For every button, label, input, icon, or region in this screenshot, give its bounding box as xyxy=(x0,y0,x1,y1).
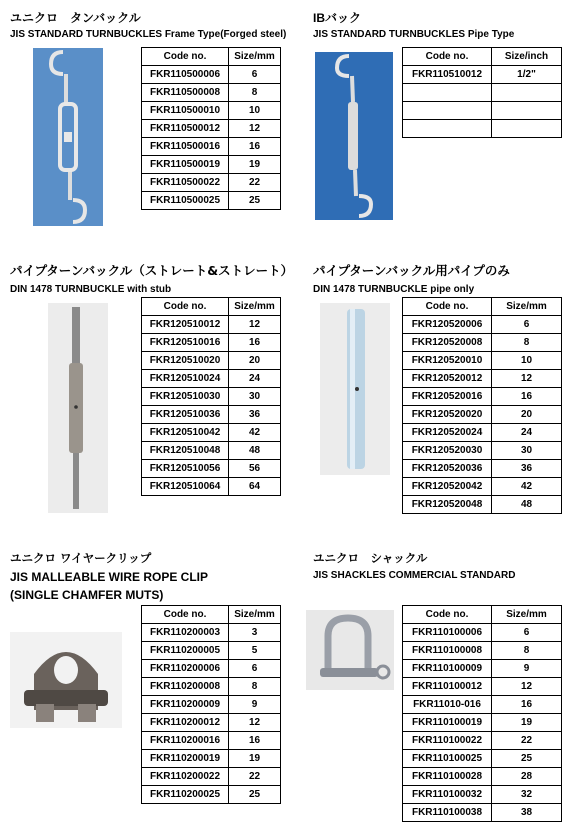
wire-rope-clip-image xyxy=(10,632,122,728)
table-row xyxy=(403,442,562,460)
table-row xyxy=(142,714,281,732)
table-header-row xyxy=(142,298,281,316)
size-cell: 9 xyxy=(492,660,562,678)
table-row xyxy=(142,696,281,714)
table-row xyxy=(142,138,281,156)
size-cell: 10 xyxy=(492,352,562,370)
size-cell: 42 xyxy=(229,424,281,442)
table-row xyxy=(403,804,562,822)
size-cell: 6 xyxy=(492,316,562,334)
code-no-cell: FKR110100019 xyxy=(403,714,492,732)
code-no-cell: FKR120520036 xyxy=(403,460,492,478)
size-cell: 25 xyxy=(492,750,562,768)
table-row xyxy=(142,478,281,496)
code-no-cell: FKR120510056 xyxy=(142,460,229,478)
table-row xyxy=(403,768,562,786)
shackle-table xyxy=(402,605,562,822)
code-no-cell: FKR110100025 xyxy=(403,750,492,768)
code-no-cell: FKR120520048 xyxy=(403,496,492,514)
table-header-row xyxy=(142,48,281,66)
size-cell: 64 xyxy=(229,478,281,496)
table-row xyxy=(403,642,562,660)
table-row xyxy=(403,496,562,514)
code-no-cell: FKR110200005 xyxy=(142,642,229,660)
size-header: Size/mm xyxy=(492,606,562,624)
size-header: Size/mm xyxy=(492,298,562,316)
size-cell: 24 xyxy=(229,370,281,388)
size-header: Size/inch xyxy=(492,48,562,66)
size-cell: 25 xyxy=(229,192,281,210)
size-cell: 12 xyxy=(229,316,281,334)
size-cell: 6 xyxy=(492,624,562,642)
size-cell: 48 xyxy=(229,442,281,460)
code-no-header: Code no. xyxy=(142,606,229,624)
table-row xyxy=(142,460,281,478)
table-row xyxy=(403,120,562,138)
table-row xyxy=(142,334,281,352)
section-title-pipe-only: パイプターンバックル用パイプのみ xyxy=(313,263,510,278)
size-cell: 6 xyxy=(229,660,281,678)
table-row xyxy=(403,660,562,678)
section-subtitle-wire-clip: JIS MALLEABLE WIRE ROPE CLIP xyxy=(10,570,209,584)
table-row xyxy=(142,316,281,334)
table-row xyxy=(142,624,281,642)
code-no-cell: FKR110200019 xyxy=(142,750,229,768)
size-cell: 28 xyxy=(492,768,562,786)
size-cell: 42 xyxy=(492,478,562,496)
pipe-turnbuckle-image xyxy=(315,52,393,220)
table-row xyxy=(403,714,562,732)
size-cell: 36 xyxy=(229,406,281,424)
code-no-cell: FKR110100038 xyxy=(403,804,492,822)
table-row xyxy=(403,406,562,424)
size-cell: 8 xyxy=(492,642,562,660)
size-cell: 16 xyxy=(492,388,562,406)
table-row xyxy=(142,388,281,406)
code-no-cell: FKR120520008 xyxy=(403,334,492,352)
section-subtitle-pipe-turnbuckle: JIS STANDARD TURNBUCKLES Pipe Type xyxy=(313,29,515,40)
table-header-row xyxy=(403,48,562,66)
size-cell: 56 xyxy=(229,460,281,478)
table-row xyxy=(142,732,281,750)
code-no-cell: FKR110100008 xyxy=(403,642,492,660)
table-row xyxy=(142,768,281,786)
table-row xyxy=(403,388,562,406)
code-no-cell: FKR110100022 xyxy=(403,732,492,750)
code-no-cell: FKR110500019 xyxy=(142,156,229,174)
code-no-cell: FKR110100032 xyxy=(403,786,492,804)
table-row xyxy=(142,642,281,660)
size-cell: 5 xyxy=(229,642,281,660)
table-row xyxy=(142,678,281,696)
section-title-wire-clip: ユニクロ ワイヤークリップ xyxy=(10,551,152,565)
code-no-cell: FKR110200022 xyxy=(142,768,229,786)
frame-turnbuckle-image xyxy=(33,48,103,226)
size-cell: 12 xyxy=(492,370,562,388)
stub-turnbuckle-image xyxy=(48,303,108,513)
pipe-turnbuckle-table xyxy=(402,47,562,138)
code-no-cell: FKR120510024 xyxy=(142,370,229,388)
pipe-only-table xyxy=(402,297,562,514)
code-no-cell: FKR110100006 xyxy=(403,624,492,642)
table-header-row xyxy=(403,606,562,624)
table-row xyxy=(142,192,281,210)
code-no-cell: FKR120520024 xyxy=(403,424,492,442)
size-cell: 19 xyxy=(229,156,281,174)
size-header: Size/mm xyxy=(229,606,281,624)
table-row xyxy=(403,102,562,120)
code-no-cell: FKR110200003 xyxy=(142,624,229,642)
size-header: Size/mm xyxy=(229,48,281,66)
code-no-header: Code no. xyxy=(403,298,492,316)
size-cell xyxy=(492,120,562,138)
code-no-cell: FKR120520030 xyxy=(403,442,492,460)
table-row xyxy=(403,678,562,696)
size-cell: 8 xyxy=(492,334,562,352)
code-no-header: Code no. xyxy=(142,48,229,66)
size-cell: 32 xyxy=(492,786,562,804)
section-subtitle-pipe-only: DIN 1478 TURNBUCKLE pipe only xyxy=(313,284,475,295)
section-subtitle-shackle: JIS SHACKLES COMMERCIAL STANDARD xyxy=(313,570,516,581)
size-cell: 22 xyxy=(492,732,562,750)
table-row xyxy=(403,624,562,642)
code-no-cell: FKR120510030 xyxy=(142,388,229,406)
stub-turnbuckle-table xyxy=(141,297,281,496)
table-row xyxy=(142,120,281,138)
size-cell: 12 xyxy=(229,714,281,732)
code-no-cell: FKR110200008 xyxy=(142,678,229,696)
code-no-cell: FKR110200012 xyxy=(142,714,229,732)
section-subtitle-wire-clip-2: (SINGLE CHAMFER MUTS) xyxy=(10,588,164,602)
section-title-stub-turnbuckle: パイプターンバックル（ストレート&ストレート） xyxy=(10,263,294,278)
table-row xyxy=(403,786,562,804)
size-cell: 1/2" xyxy=(492,66,562,84)
table-row xyxy=(142,370,281,388)
frame-turnbuckle-table xyxy=(141,47,281,210)
code-no-cell: FKR120520012 xyxy=(403,370,492,388)
size-cell: 16 xyxy=(229,334,281,352)
code-no-cell: FKR120520020 xyxy=(403,406,492,424)
size-cell: 19 xyxy=(229,750,281,768)
table-header-row xyxy=(403,298,562,316)
table-header-row xyxy=(142,606,281,624)
code-no-cell: FKR110200006 xyxy=(142,660,229,678)
code-no-cell: FKR120520016 xyxy=(403,388,492,406)
wire-clip-table xyxy=(141,605,281,804)
size-cell: 22 xyxy=(229,174,281,192)
size-cell: 19 xyxy=(492,714,562,732)
size-header: Size/mm xyxy=(229,298,281,316)
code-no-cell: FKR110200025 xyxy=(142,786,229,804)
size-cell xyxy=(492,84,562,102)
size-cell: 20 xyxy=(229,352,281,370)
size-cell: 10 xyxy=(229,102,281,120)
table-row xyxy=(142,84,281,102)
table-row xyxy=(142,660,281,678)
table-row xyxy=(142,424,281,442)
size-cell: 8 xyxy=(229,84,281,102)
table-row xyxy=(142,102,281,120)
code-no-cell xyxy=(403,102,492,120)
code-no-cell: FKR110200009 xyxy=(142,696,229,714)
size-cell: 6 xyxy=(229,66,281,84)
code-no-cell: FKR120520010 xyxy=(403,352,492,370)
code-no-cell: FKR110510012 xyxy=(403,66,492,84)
size-cell: 48 xyxy=(492,496,562,514)
size-cell: 36 xyxy=(492,460,562,478)
table-row xyxy=(403,352,562,370)
code-no-cell: FKR120510020 xyxy=(142,352,229,370)
table-row xyxy=(142,352,281,370)
code-no-cell: FKR120510048 xyxy=(142,442,229,460)
code-no-cell: FKR110200016 xyxy=(142,732,229,750)
section-title-shackle: ユニクロ シャックル xyxy=(313,551,428,565)
table-row xyxy=(403,370,562,388)
size-cell: 38 xyxy=(492,804,562,822)
code-no-cell: FKR110100028 xyxy=(403,768,492,786)
size-cell: 9 xyxy=(229,696,281,714)
table-row xyxy=(403,750,562,768)
table-row xyxy=(403,696,562,714)
table-row xyxy=(403,424,562,442)
size-cell: 12 xyxy=(229,120,281,138)
size-cell: 8 xyxy=(229,678,281,696)
code-no-header: Code no. xyxy=(403,48,492,66)
code-no-cell: FKR120520006 xyxy=(403,316,492,334)
code-no-cell: FKR11010-016 xyxy=(403,696,492,714)
code-no-cell: FKR120510036 xyxy=(142,406,229,424)
code-no-cell: FKR110500008 xyxy=(142,84,229,102)
size-cell: 16 xyxy=(229,138,281,156)
shackle-image xyxy=(306,610,394,690)
section-subtitle-stub-turnbuckle: DIN 1478 TURNBUCKLE with stub xyxy=(10,284,172,295)
section-subtitle-frame-turnbuckle: JIS STANDARD TURNBUCKLES Frame Type(Forged steel) xyxy=(10,29,287,40)
size-cell: 30 xyxy=(492,442,562,460)
code-no-cell: FKR110500012 xyxy=(142,120,229,138)
code-no-cell: FKR110500025 xyxy=(142,192,229,210)
table-row xyxy=(142,174,281,192)
table-row xyxy=(142,786,281,804)
code-no-cell: FKR110100012 xyxy=(403,678,492,696)
table-row xyxy=(403,478,562,496)
code-no-cell xyxy=(403,84,492,102)
code-no-cell: FKR110100009 xyxy=(403,660,492,678)
table-row xyxy=(142,750,281,768)
code-no-cell: FKR110500016 xyxy=(142,138,229,156)
code-no-cell: FKR120520042 xyxy=(403,478,492,496)
table-row xyxy=(142,442,281,460)
code-no-header: Code no. xyxy=(403,606,492,624)
table-row xyxy=(403,732,562,750)
code-no-cell xyxy=(403,120,492,138)
size-cell: 3 xyxy=(229,624,281,642)
code-no-cell: FKR120510016 xyxy=(142,334,229,352)
size-cell: 16 xyxy=(492,696,562,714)
size-cell: 25 xyxy=(229,786,281,804)
table-row xyxy=(403,316,562,334)
code-no-cell: FKR110500006 xyxy=(142,66,229,84)
table-row xyxy=(403,460,562,478)
size-cell: 20 xyxy=(492,406,562,424)
code-no-cell: FKR120510012 xyxy=(142,316,229,334)
code-no-cell: FKR110500010 xyxy=(142,102,229,120)
code-no-cell: FKR120510042 xyxy=(142,424,229,442)
size-cell xyxy=(492,102,562,120)
code-no-cell: FKR110500022 xyxy=(142,174,229,192)
table-row xyxy=(403,66,562,84)
size-cell: 12 xyxy=(492,678,562,696)
size-cell: 16 xyxy=(229,732,281,750)
section-title-frame-turnbuckle: ユニクロ タンバックル xyxy=(10,11,141,25)
size-cell: 24 xyxy=(492,424,562,442)
code-no-header: Code no. xyxy=(142,298,229,316)
table-row xyxy=(142,406,281,424)
pipe-only-image xyxy=(320,303,390,475)
section-title-pipe-turnbuckle: IBバック xyxy=(313,11,362,25)
table-row xyxy=(142,156,281,174)
table-row xyxy=(142,66,281,84)
size-cell: 30 xyxy=(229,388,281,406)
table-row xyxy=(403,334,562,352)
code-no-cell: FKR120510064 xyxy=(142,478,229,496)
size-cell: 22 xyxy=(229,768,281,786)
table-row xyxy=(403,84,562,102)
